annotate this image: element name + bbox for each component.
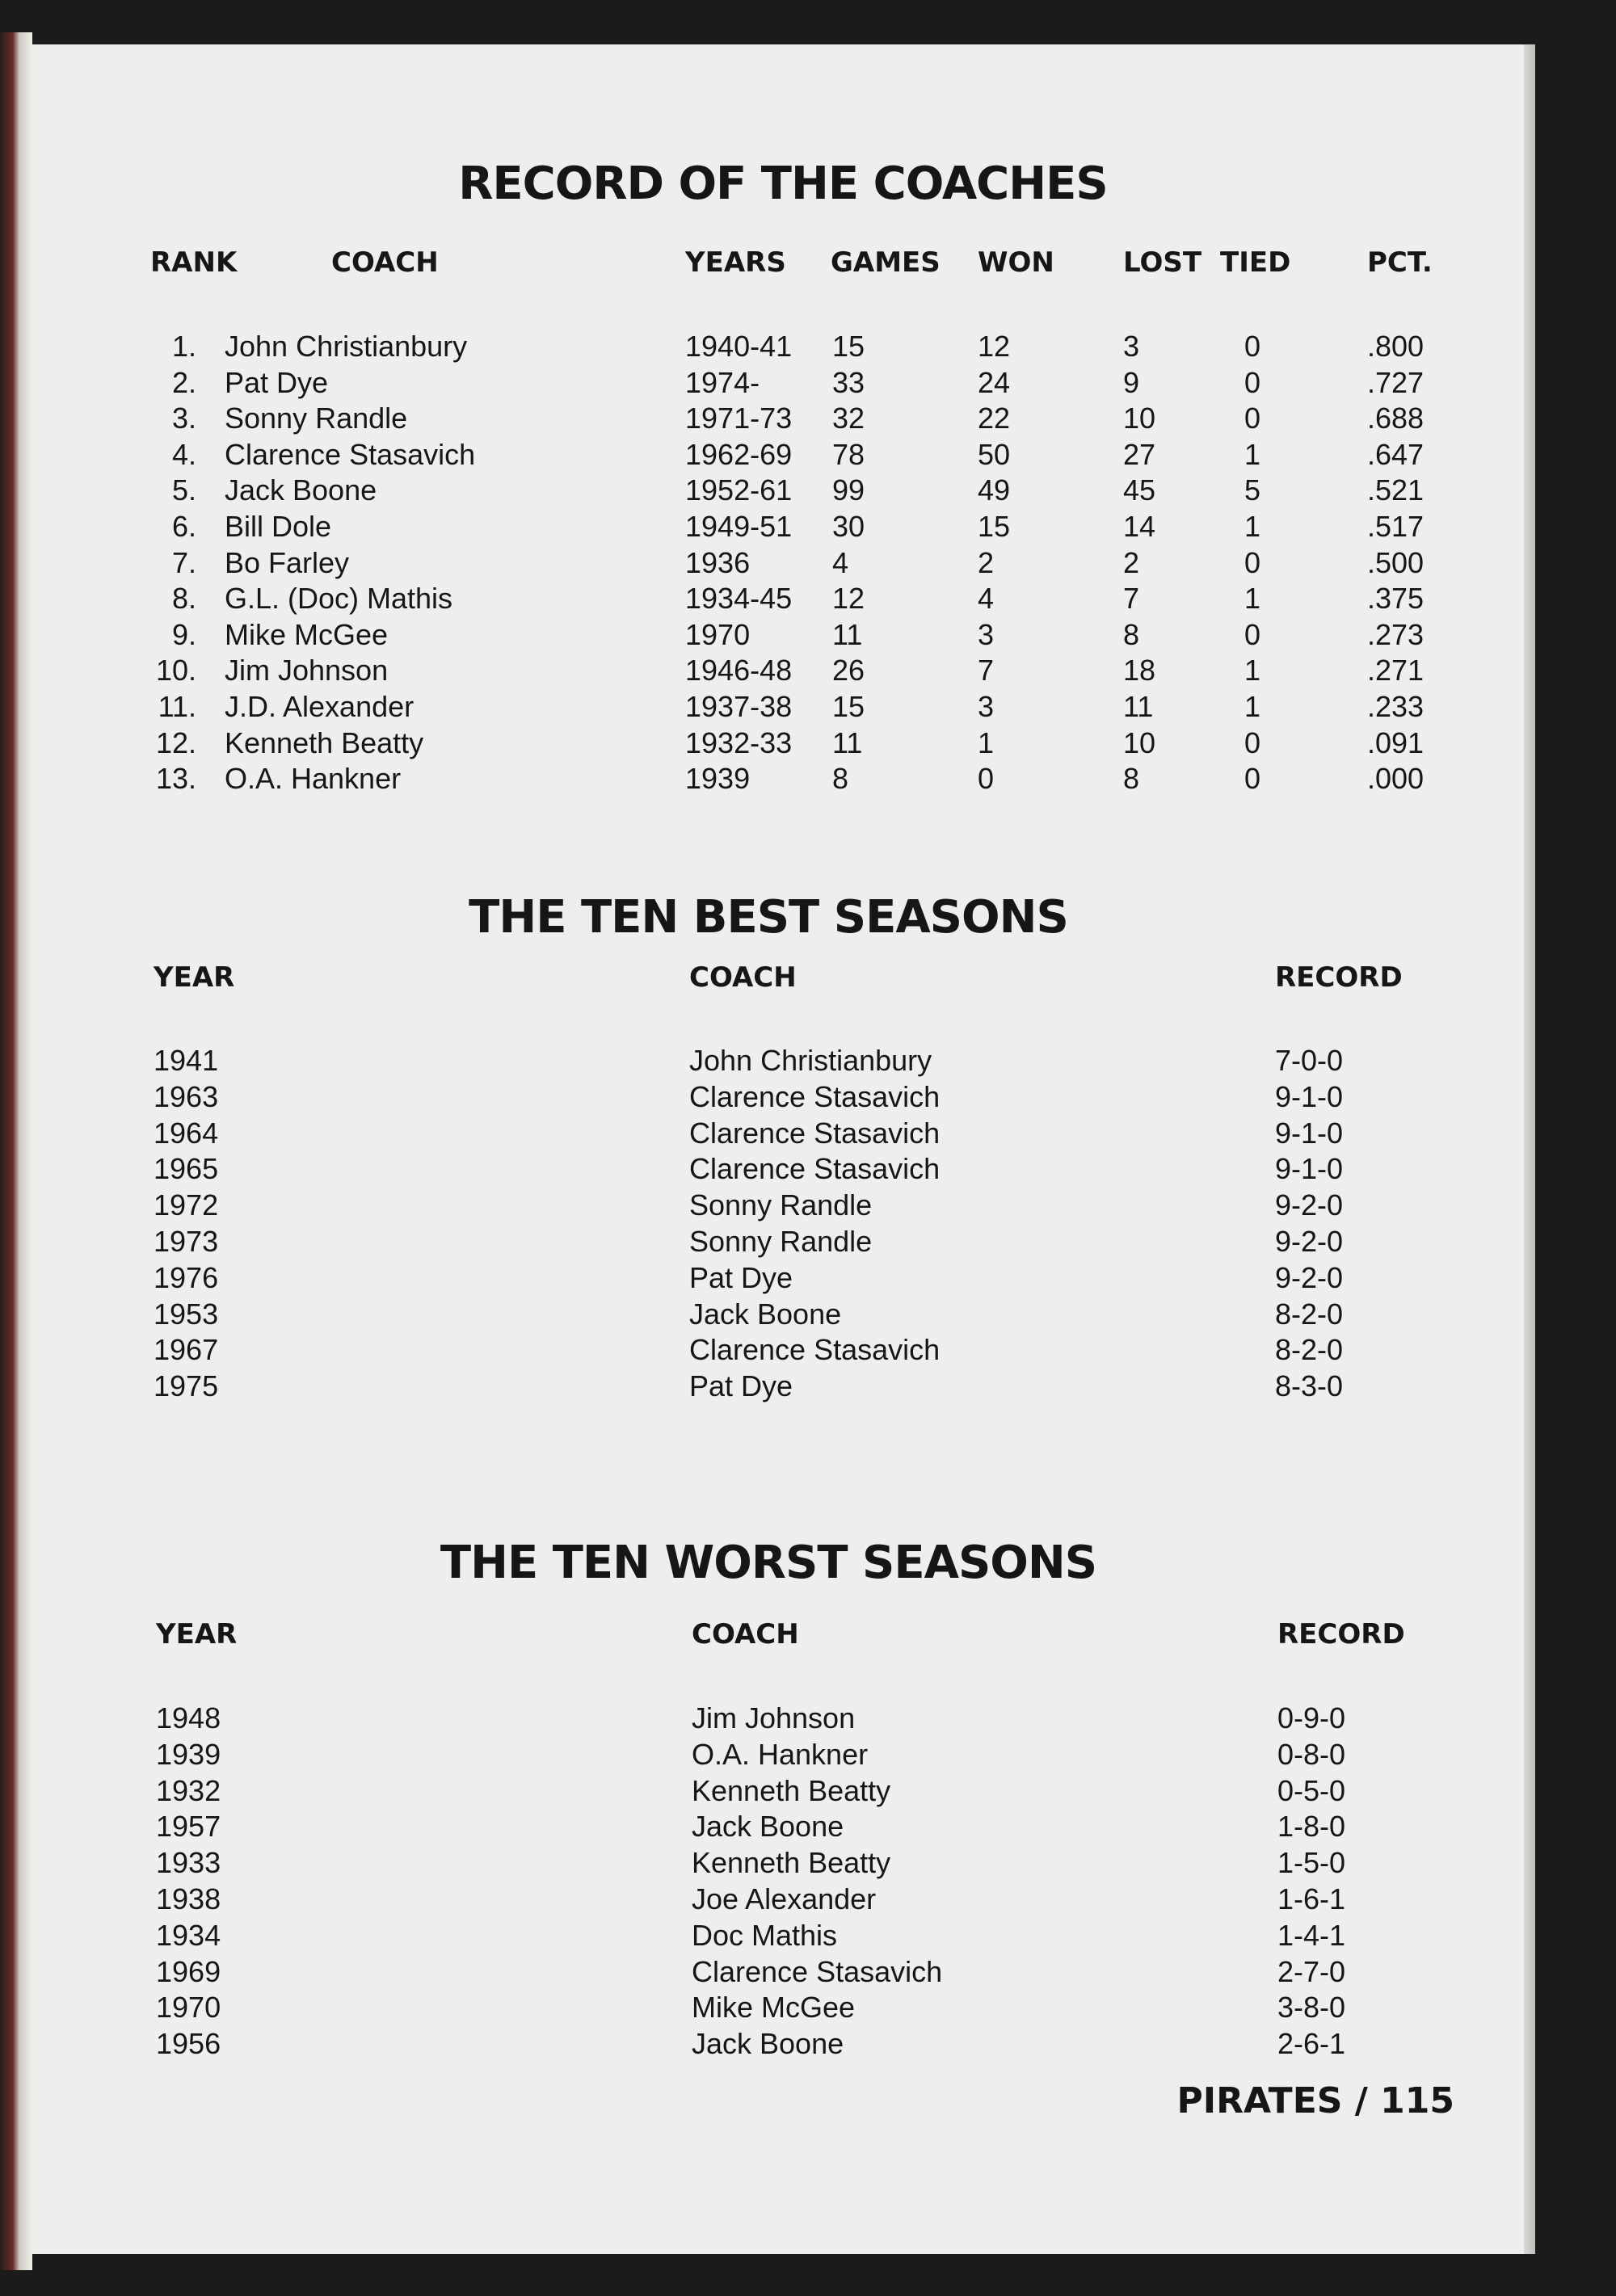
rank-cell: 5. [171, 473, 196, 507]
table-row [31, 545, 1535, 581]
games-cell: 30 [832, 510, 865, 543]
year-cell: 1938 [156, 1882, 221, 1915]
table-row [31, 1224, 1535, 1259]
worst-seasons-title: THE TEN WORST SEASONS [440, 1537, 1097, 1589]
won-cell: 15 [978, 510, 1011, 543]
won-cell: 12 [978, 330, 1011, 363]
tied-cell: 1 [1244, 582, 1261, 616]
record-cell: 2-7-0 [1277, 1954, 1346, 1988]
won-cell: 50 [978, 437, 1011, 471]
document-page [31, 44, 1535, 2254]
coach-cell: Clarence Stasavich [692, 1954, 943, 1988]
coach-cell: Jim Johnson [692, 1701, 856, 1735]
years-cell: 1940-41 [685, 330, 793, 363]
lost-cell: 27 [1123, 437, 1156, 471]
coach-cell: John Christianbury [689, 1044, 932, 1077]
coach-cell: Jim Johnson [225, 654, 389, 688]
lost-cell: 18 [1123, 654, 1156, 688]
record-cell: 3-8-0 [1277, 1991, 1346, 2025]
table-row [31, 581, 1535, 616]
won-cell: 22 [978, 402, 1011, 435]
year-cell: 1963 [154, 1079, 219, 1113]
record-cell: 9-1-0 [1275, 1152, 1344, 1186]
record-cell: 1-8-0 [1277, 1810, 1346, 1844]
games-cell: 11 [832, 617, 863, 651]
year-cell: 1967 [154, 1333, 219, 1367]
record-cell: 9-2-0 [1275, 1260, 1344, 1294]
rank-cell: 2. [171, 365, 196, 399]
won-cell: 3 [978, 617, 995, 651]
pct-cell: .647 [1367, 437, 1425, 471]
rank-cell: 11. [158, 690, 196, 723]
tied-cell: 0 [1244, 330, 1261, 363]
record-cell: 0-5-0 [1277, 1773, 1346, 1807]
tied-cell: 0 [1244, 725, 1261, 759]
rank-cell: 13. [155, 762, 196, 796]
record-cell: 1-6-1 [1277, 1882, 1346, 1915]
table-row [31, 1043, 1535, 1079]
year-cell: 1956 [156, 2027, 221, 2061]
won-cell: 49 [978, 473, 1011, 507]
table-row [31, 1990, 1535, 2025]
coach-cell: Sonny Randle [689, 1188, 873, 1222]
pct-cell: .271 [1367, 654, 1425, 688]
table-row [31, 1116, 1535, 1151]
rank-cell: 12. [155, 725, 196, 759]
table-row [31, 725, 1535, 761]
tied-cell: 0 [1244, 617, 1261, 651]
header-record: RECORD [1277, 1618, 1405, 1651]
table-row [31, 1188, 1535, 1223]
won-cell: 7 [978, 654, 995, 688]
table-row [31, 1954, 1535, 1990]
header-years: YEARS [685, 246, 786, 279]
lost-cell: 11 [1123, 690, 1154, 723]
table-row [31, 365, 1535, 401]
record-cell: 7-0-0 [1275, 1044, 1344, 1077]
year-cell: 1957 [156, 1810, 221, 1844]
coach-cell: Bill Dole [225, 510, 332, 543]
table-row [31, 1882, 1535, 1917]
table-row [31, 653, 1535, 688]
table-row [31, 2026, 1535, 2062]
years-cell: 1970 [685, 617, 751, 651]
year-cell: 1932 [156, 1773, 221, 1807]
coach-cell: Jack Boone [692, 1810, 844, 1844]
record-cell: 8-2-0 [1275, 1333, 1344, 1367]
header-coach: COACH [689, 961, 797, 994]
record-cell: 9-1-0 [1275, 1079, 1344, 1113]
table-row [31, 1701, 1535, 1736]
record-cell: 9-1-0 [1275, 1116, 1344, 1150]
pct-cell: .688 [1367, 402, 1425, 435]
tied-cell: 1 [1244, 510, 1261, 543]
table-row [31, 1845, 1535, 1881]
pct-cell: .800 [1367, 330, 1425, 363]
rank-cell: 3. [171, 402, 196, 435]
coach-cell: Kenneth Beatty [692, 1773, 891, 1807]
won-cell: 4 [978, 582, 995, 616]
header-tied: TIED [1220, 246, 1291, 279]
table-row [31, 689, 1535, 725]
coach-cell: Kenneth Beatty [225, 725, 424, 759]
record-cell: 1-5-0 [1277, 1846, 1346, 1880]
year-cell: 1970 [156, 1991, 221, 2025]
coach-cell: G.L. (Doc) Mathis [225, 582, 453, 616]
games-cell: 78 [832, 437, 865, 471]
record-cell: 8-2-0 [1275, 1297, 1344, 1331]
table-row [31, 437, 1535, 473]
coach-cell: Sonny Randle [689, 1225, 873, 1258]
header-rank: RANK [150, 246, 238, 279]
header-year: YEAR [156, 1618, 238, 1651]
table-row [31, 1297, 1535, 1332]
tied-cell: 0 [1244, 545, 1261, 579]
coach-cell: John Christianbury [225, 330, 468, 363]
coach-cell: Jack Boone [689, 1297, 842, 1331]
lost-cell: 2 [1123, 545, 1140, 579]
tied-cell: 1 [1244, 437, 1261, 471]
pct-cell: .000 [1367, 762, 1425, 796]
lost-cell: 8 [1123, 762, 1140, 796]
rank-cell: 10. [155, 654, 196, 688]
pct-cell: .727 [1367, 365, 1425, 399]
year-cell: 1964 [154, 1116, 219, 1150]
lost-cell: 7 [1123, 582, 1140, 616]
pct-cell: .273 [1367, 617, 1425, 651]
pct-cell: .500 [1367, 545, 1425, 579]
record-cell: 0-9-0 [1277, 1701, 1346, 1735]
coaches-section-title: RECORD OF THE COACHES [458, 158, 1108, 210]
coach-cell: Kenneth Beatty [692, 1846, 891, 1880]
table-row [31, 1809, 1535, 1844]
rank-cell: 1. [171, 330, 196, 363]
games-cell: 4 [832, 545, 849, 579]
record-cell: 9-2-0 [1275, 1188, 1344, 1222]
lost-cell: 9 [1123, 365, 1140, 399]
lost-cell: 8 [1123, 617, 1140, 651]
year-cell: 1933 [156, 1846, 221, 1880]
won-cell: 2 [978, 545, 995, 579]
book-binding-edge [0, 32, 32, 2270]
pct-cell: .517 [1367, 510, 1425, 543]
lost-cell: 10 [1123, 402, 1156, 435]
years-cell: 1962-69 [685, 437, 793, 471]
coach-cell: Mike McGee [692, 1991, 856, 2025]
lost-cell: 10 [1123, 725, 1156, 759]
year-cell: 1973 [154, 1225, 219, 1258]
coach-cell: Joe Alexander [692, 1882, 877, 1915]
coach-cell: Clarence Stasavich [225, 437, 476, 471]
years-cell: 1934-45 [685, 582, 793, 616]
games-cell: 15 [832, 690, 865, 723]
best-seasons-title: THE TEN BEST SEASONS [469, 891, 1068, 944]
games-cell: 8 [832, 762, 849, 796]
year-cell: 1934 [156, 1918, 221, 1952]
header-record: RECORD [1275, 961, 1403, 994]
pct-cell: .521 [1367, 473, 1425, 507]
year-cell: 1941 [154, 1044, 219, 1077]
year-cell: 1965 [154, 1152, 219, 1186]
games-cell: 32 [832, 402, 865, 435]
years-cell: 1974- [685, 365, 760, 399]
years-cell: 1971-73 [685, 402, 793, 435]
table-row [31, 1369, 1535, 1404]
coach-cell: Clarence Stasavich [689, 1333, 941, 1367]
tied-cell: 0 [1244, 402, 1261, 435]
lost-cell: 45 [1123, 473, 1156, 507]
table-row [31, 1737, 1535, 1772]
years-cell: 1939 [685, 762, 751, 796]
table-row [31, 1773, 1535, 1809]
record-cell: 8-3-0 [1275, 1369, 1344, 1403]
coach-cell: Pat Dye [689, 1369, 793, 1403]
coach-cell: Sonny Randle [225, 402, 408, 435]
years-cell: 1936 [685, 545, 751, 579]
coach-cell: J.D. Alexander [225, 690, 415, 723]
year-cell: 1975 [154, 1369, 219, 1403]
games-cell: 33 [832, 365, 865, 399]
table-row [31, 1151, 1535, 1187]
header-year: YEAR [154, 961, 235, 994]
won-cell: 24 [978, 365, 1011, 399]
record-cell: 2-6-1 [1277, 2027, 1346, 2061]
coach-cell: Pat Dye [689, 1260, 793, 1294]
coach-cell: Mike McGee [225, 617, 389, 651]
coach-cell: Clarence Stasavich [689, 1079, 941, 1113]
games-cell: 12 [832, 582, 865, 616]
coach-cell: Clarence Stasavich [689, 1116, 941, 1150]
coach-cell: Clarence Stasavich [689, 1152, 941, 1186]
won-cell: 3 [978, 690, 995, 723]
year-cell: 1972 [154, 1188, 219, 1222]
table-row [31, 329, 1535, 364]
table-row [31, 473, 1535, 508]
rank-cell: 6. [171, 510, 196, 543]
pct-cell: .091 [1367, 725, 1425, 759]
rank-cell: 7. [171, 545, 196, 579]
table-row [31, 509, 1535, 545]
lost-cell: 3 [1123, 330, 1140, 363]
lost-cell: 14 [1123, 510, 1156, 543]
record-cell: 9-2-0 [1275, 1225, 1344, 1258]
coach-cell: Jack Boone [692, 2027, 844, 2061]
coach-cell: Jack Boone [225, 473, 377, 507]
year-cell: 1948 [156, 1701, 221, 1735]
games-cell: 26 [832, 654, 865, 688]
coach-cell: O.A. Hankner [692, 1737, 869, 1771]
header-coach: COACH [331, 246, 439, 279]
table-row [31, 617, 1535, 653]
years-cell: 1937-38 [685, 690, 793, 723]
table-row [31, 1918, 1535, 1953]
won-cell: 0 [978, 762, 995, 796]
games-cell: 15 [832, 330, 865, 363]
tied-cell: 0 [1244, 762, 1261, 796]
tied-cell: 1 [1244, 654, 1261, 688]
coach-cell: Bo Farley [225, 545, 350, 579]
header-won: WON [978, 246, 1054, 279]
year-cell: 1939 [156, 1737, 221, 1771]
pct-cell: .233 [1367, 690, 1425, 723]
tied-cell: 0 [1244, 365, 1261, 399]
years-cell: 1952-61 [685, 473, 793, 507]
games-cell: 99 [832, 473, 865, 507]
header-pct: PCT. [1367, 246, 1433, 279]
year-cell: 1969 [156, 1954, 221, 1988]
pct-cell: .375 [1367, 582, 1425, 616]
tied-cell: 5 [1244, 473, 1261, 507]
table-row [31, 1079, 1535, 1115]
table-row [31, 1260, 1535, 1296]
header-games: GAMES [831, 246, 941, 279]
table-row [31, 401, 1535, 436]
years-cell: 1932-33 [685, 725, 793, 759]
record-cell: 0-8-0 [1277, 1737, 1346, 1771]
years-cell: 1949-51 [685, 510, 793, 543]
page-footer: PIRATES / 115 [1176, 2080, 1454, 2121]
table-row [31, 761, 1535, 797]
header-lost: LOST [1123, 246, 1202, 279]
table-row [31, 1332, 1535, 1368]
coach-cell: O.A. Hankner [225, 762, 402, 796]
coach-cell: Doc Mathis [692, 1918, 838, 1952]
year-cell: 1953 [154, 1297, 219, 1331]
tied-cell: 1 [1244, 690, 1261, 723]
rank-cell: 4. [171, 437, 196, 471]
won-cell: 1 [978, 725, 995, 759]
year-cell: 1976 [154, 1260, 219, 1294]
record-cell: 1-4-1 [1277, 1918, 1346, 1952]
header-coach: COACH [692, 1618, 799, 1651]
games-cell: 11 [832, 725, 863, 759]
coach-cell: Pat Dye [225, 365, 329, 399]
rank-cell: 8. [171, 582, 196, 616]
rank-cell: 9. [171, 617, 196, 651]
years-cell: 1946-48 [685, 654, 793, 688]
